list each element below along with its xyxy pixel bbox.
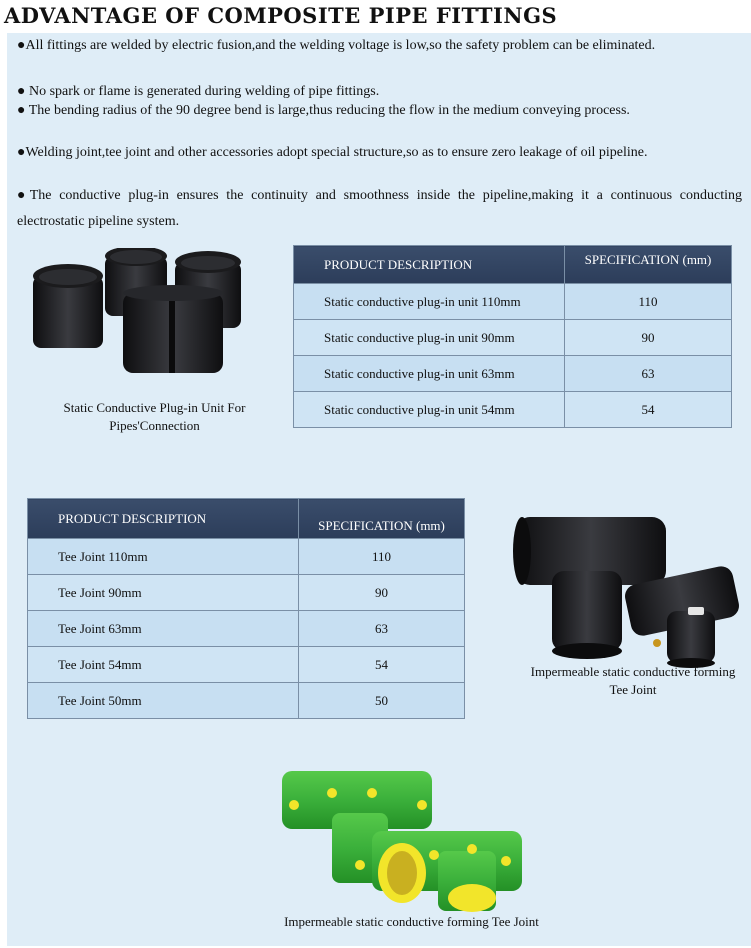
green-tee-caption: Impermeable static conductive forming Tee Joint	[284, 914, 539, 929]
header-product-description: PRODUCT DESCRIPTION	[28, 499, 299, 539]
table-row	[294, 356, 732, 392]
row-specification: 63	[565, 356, 732, 392]
content-panel	[7, 33, 751, 946]
black-tee-caption: Impermeable static conductive forming Tee Joint	[530, 664, 736, 697]
row-specification: 54	[299, 647, 465, 683]
row-description: Static conductive plug-in unit 90mm	[294, 320, 565, 356]
plugin-unit-photo	[25, 248, 255, 378]
bullet-5: ●The conductive plug-in ensures the continuity and smoothness inside the pipeline,making it a continuous conducting electrostatic pipeline system.	[17, 188, 742, 229]
row-description: Tee Joint 50mm	[28, 683, 299, 719]
table-row	[294, 284, 732, 320]
row-description: Tee Joint 90mm	[28, 575, 299, 611]
bullet-3: ● The bending radius of the 90 degree bend is large,thus reducing the flow in the medium conveying process.	[17, 103, 630, 118]
row-description: Tee Joint 63mm	[28, 611, 299, 647]
table-row	[294, 320, 732, 356]
bullet-4: ●Welding joint,tee joint and other accessories adopt special structure,so as to ensure zero leakage of oil pipeline.	[17, 145, 648, 160]
row-description: Tee Joint 54mm	[28, 647, 299, 683]
black-tee-joint-photo	[512, 511, 747, 671]
table-header-row	[28, 499, 465, 539]
table-row	[28, 539, 465, 575]
row-specification: 90	[299, 575, 465, 611]
page-title: ADVANTAGE OF COMPOSITE PIPE FITTINGS	[4, 3, 558, 28]
row-description: Static conductive plug-in unit 54mm	[294, 392, 565, 428]
row-specification: 63	[299, 611, 465, 647]
plugin-sleeve-front	[123, 285, 223, 373]
table-row	[28, 611, 465, 647]
row-description: Static conductive plug-in unit 110mm	[294, 284, 565, 320]
row-specification: 110	[565, 284, 732, 320]
plugin-spec-table	[293, 245, 732, 428]
plugin-sleeve-back-left	[33, 264, 103, 348]
row-specification: 110	[299, 539, 465, 575]
green-tee-front	[372, 831, 522, 912]
row-description: Static conductive plug-in unit 63mm	[294, 356, 565, 392]
table-header-row	[294, 246, 732, 284]
table-row	[28, 647, 465, 683]
tee-spec-table	[27, 498, 465, 719]
row-specification: 50	[299, 683, 465, 719]
row-specification: 90	[565, 320, 732, 356]
table-row	[28, 683, 465, 719]
table-row	[28, 575, 465, 611]
row-description: Tee Joint 110mm	[28, 539, 299, 575]
bullet-1: ●All fittings are welded by electric fusion,and the welding voltage is low,so the safety problem can be eliminated.	[17, 38, 656, 53]
table-row	[294, 392, 732, 428]
plugin-caption: Static Conductive Plug-in Unit For Pipes'Connection	[63, 400, 246, 433]
bullet-2: ● No spark or flame is generated during welding of pipe fittings.	[17, 84, 380, 99]
header-product-description: PRODUCT DESCRIPTION	[294, 246, 565, 284]
header-specification: SPECIFICATION (mm)	[299, 499, 465, 539]
green-tee-joint-photo	[272, 753, 522, 913]
header-specification: SPECIFICATION (mm)	[565, 246, 732, 284]
row-specification: 54	[565, 392, 732, 428]
